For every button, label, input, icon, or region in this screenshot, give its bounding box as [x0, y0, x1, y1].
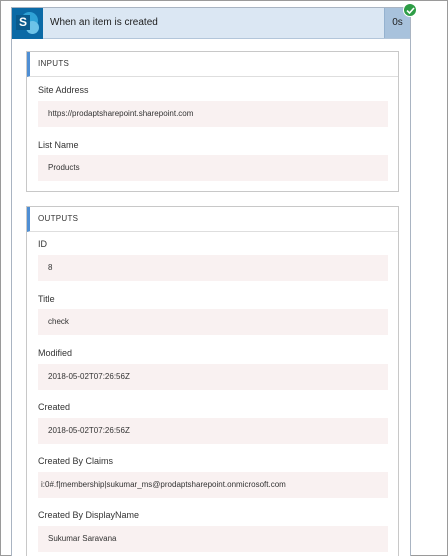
field-value-created-by-displayname[interactable]: Sukumar Saravana [38, 526, 388, 552]
field-label-id: ID [38, 239, 47, 249]
outputs-section [26, 206, 399, 556]
field-label-created-by-claims: Created By Claims [38, 456, 114, 466]
field-value-site-address[interactable]: https://prodaptsharepoint.sharepoint.com [38, 101, 388, 127]
trigger-title: When an item is created [50, 17, 158, 28]
sharepoint-letter: S [16, 15, 30, 30]
field-value-title[interactable]: check [38, 309, 388, 335]
field-value-created[interactable]: 2018-05-02T07:26:56Z [38, 418, 388, 444]
field-value-list-name[interactable]: Products [38, 155, 388, 181]
trigger-header[interactable] [12, 8, 410, 39]
success-check-icon [403, 3, 417, 17]
inputs-heading: INPUTS [27, 52, 398, 77]
field-label-created-by-displayname: Created By DisplayName [38, 510, 140, 520]
field-label-modified: Modified [38, 348, 73, 358]
field-label-site-address: Site Address [38, 85, 89, 95]
field-value-id[interactable]: 8 [38, 255, 388, 281]
sharepoint-icon [12, 8, 43, 39]
field-label-list-name: List Name [38, 140, 79, 150]
inputs-section [26, 51, 399, 192]
field-label-created: Created [38, 402, 71, 412]
field-value-created-by-claims[interactable]: i:0#.f|membership|sukumar_ms@prodaptsharepoint.onmicrosoft.com [38, 472, 388, 498]
outputs-heading: OUTPUTS [27, 207, 398, 232]
field-label-title: Title [38, 294, 55, 304]
field-value-modified[interactable]: 2018-05-02T07:26:56Z [38, 364, 388, 390]
duration-badge: 0s [384, 8, 410, 38]
